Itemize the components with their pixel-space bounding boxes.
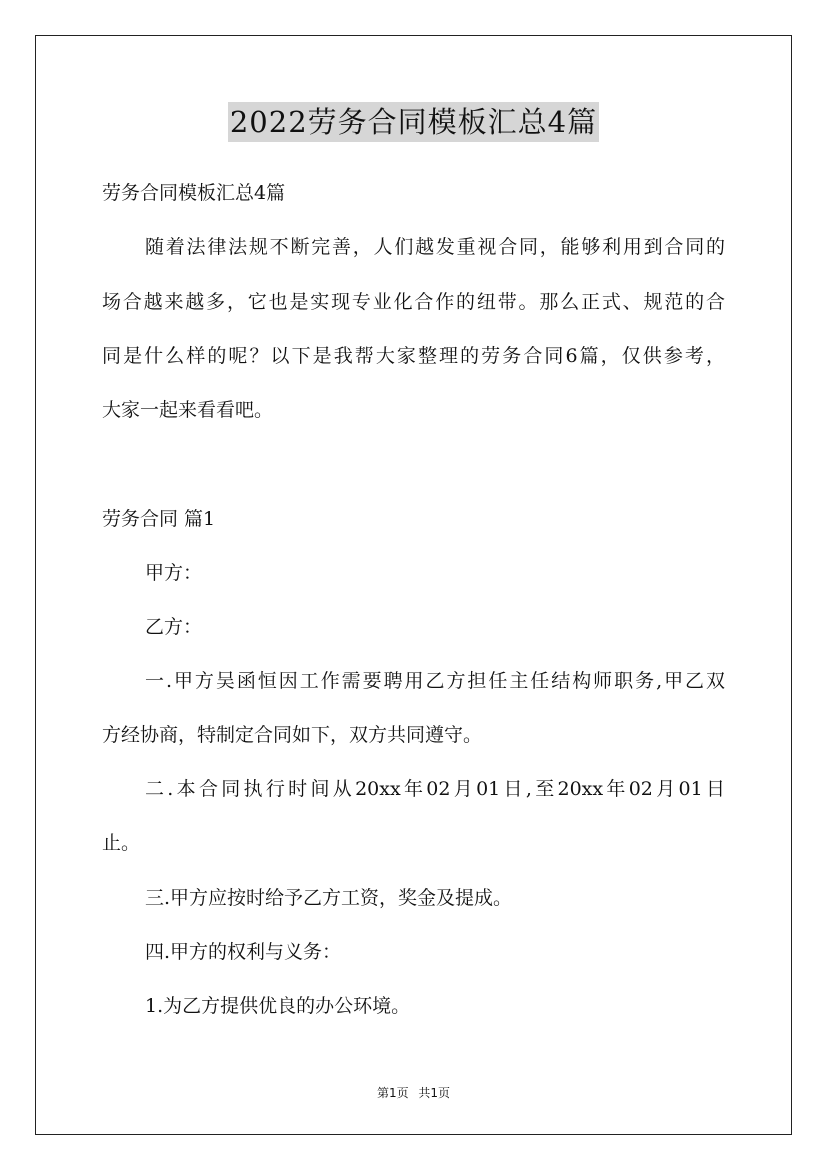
intro-line-3: 同是什么样的呢？以下是我帮大家整理的劳务合同6篇，仅供参考， <box>102 345 725 367</box>
document-title: 2022劳务合同模板汇总4篇 <box>228 102 599 142</box>
title-container <box>0 102 827 142</box>
clause-3: 三.甲方应按时给予乙方工资，奖金及提成。 <box>145 887 513 909</box>
intro-line-1: 随着法律法规不断完善，人们越发重视合同，能够利用到合同的 <box>145 236 725 258</box>
subtitle: 劳务合同模板汇总4篇 <box>102 182 286 204</box>
clause-2-line-2: 止。 <box>102 832 141 854</box>
section-heading: 劳务合同 篇1 <box>102 508 216 530</box>
intro-line-4: 大家一起来看看吧。 <box>102 399 274 421</box>
party-b-label: 乙方： <box>145 616 203 638</box>
party-a-label: 甲方： <box>145 562 203 584</box>
clause-2-line-1: 二.本合同执行时间从20xx年02月01日,至20xx年02月01日 <box>145 778 725 800</box>
intro-line-2: 场合越来越多，它也是实现专业化合作的纽带。那么正式、规范的合 <box>102 291 725 313</box>
page-footer <box>0 1084 827 1101</box>
page-total: 共1页 <box>418 1086 451 1100</box>
clause-4: 四.甲方的权利与义务： <box>145 941 342 963</box>
clause-1-line-2: 方经协商，特制定合同如下，双方共同遵守。 <box>102 724 483 746</box>
page-number: 第1页 <box>376 1086 409 1100</box>
clause-4-item-1: 1.为乙方提供优良的办公环境。 <box>145 995 411 1017</box>
clause-1-line-1: 一.甲方吴函恒因工作需要聘用乙方担任主任结构师职务,甲乙双 <box>145 670 725 692</box>
